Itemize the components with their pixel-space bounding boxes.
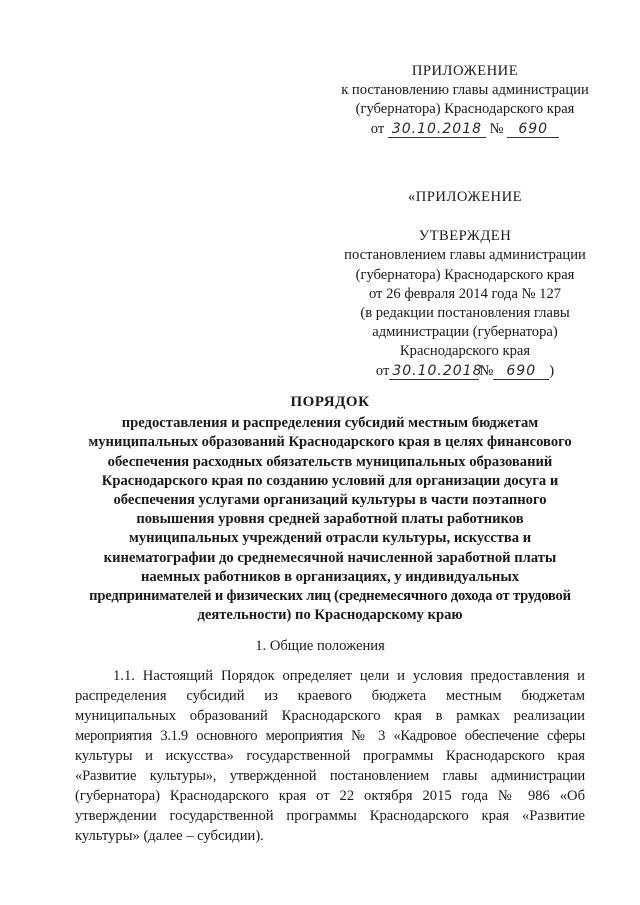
paragraph-line: «Развитие культуры», утвержденной постановлением главы администрации [75, 768, 585, 784]
title-line: предоставления и распределения субсидий местным бюджетам [121, 415, 539, 432]
title-line: наемных работников в организациях, у индивидуальных [140, 568, 520, 585]
paragraph-line: распределения субсидий из краевого бюджета местным бюджетам [75, 688, 585, 704]
title-line: муниципальных учреждений отрасли культуры, искусства и [128, 530, 532, 547]
header-number: 690 [507, 122, 559, 138]
document-title [60, 393, 600, 625]
approval-line-4: (в редакции постановления главы [360, 305, 570, 322]
approval-date: 30.10.2018 [389, 364, 479, 380]
approval-appendix: «ПРИЛОЖЕНИЕ [407, 189, 523, 205]
title-line: обеспечения расходных обязательств муниципальных образований [107, 453, 553, 470]
approval-number: 690 [493, 364, 549, 380]
approval-block [330, 188, 600, 381]
paragraph-line: культуры и искусства» государственной программы Краснодарского края [75, 748, 585, 764]
paragraph-line: мероприятия 3.1.9 основного мероприятия № 3 «Кадровое обеспечение сферы [75, 728, 585, 744]
title-main: ПОРЯДОК [290, 394, 370, 410]
header-block [330, 62, 600, 139]
title-line: предпринимателей и физических лиц (среднемесячного дохода от трудовой [89, 588, 571, 605]
paragraph-line: муниципальных образований Краснодарского края в рамках реализации [75, 708, 585, 724]
approval-line-2: (губернатора) Краснодарского края [355, 266, 575, 283]
header-title: ПРИЛОЖЕНИЕ [411, 63, 519, 79]
approval-approved: УТВЕРЖДЕН [418, 228, 512, 245]
approval-line-1: постановлением главы администрации [344, 247, 586, 264]
approval-line-5: администрации (губернатора) [372, 324, 558, 341]
title-line: деятельности) по Краснодарскому краю [197, 607, 463, 624]
approval-line-6: Краснодарского края [399, 343, 531, 360]
header-line-1: к постановлению главы администрации [341, 82, 589, 99]
title-line: повышения уровня средней заработной платы работников [136, 511, 524, 528]
title-line: кинематографии до среднемесячной начисленной заработной платы [103, 549, 557, 566]
paragraph-line: культуры» (далее – субсидии). [75, 828, 264, 844]
section-heading: 1. Общие положения [255, 638, 385, 654]
header-date: 30.10.2018 [388, 122, 486, 138]
approval-line-3: от 26 февраля 2014 года № 127 [368, 285, 562, 302]
header-line-2: (губернатора) Краснодарского края [355, 101, 575, 118]
paragraph-line: утверждении государственной программы Краснодарского края «Развитие [75, 808, 585, 824]
approval-date-line: от 30.10.2018№ 690 ) [375, 362, 555, 379]
paragraph-line: 1.1. Настоящий Порядок определяет цели и условия предоставления и [113, 668, 585, 684]
title-line: обеспечения услугами организаций культуры в части поэтапного [113, 492, 547, 509]
title-line: муниципальных образований Краснодарского края в целях финансового [88, 434, 572, 451]
header-date-line: от 30.10.2018 № 690 [330, 120, 600, 139]
paragraph-1-1 [75, 666, 585, 846]
paragraph-line: (губернатора) Краснодарского края от 22 октября 2015 года № 986 «Об [75, 788, 585, 804]
title-line: Краснодарского края по созданию условий для организации досуга и [101, 472, 559, 489]
